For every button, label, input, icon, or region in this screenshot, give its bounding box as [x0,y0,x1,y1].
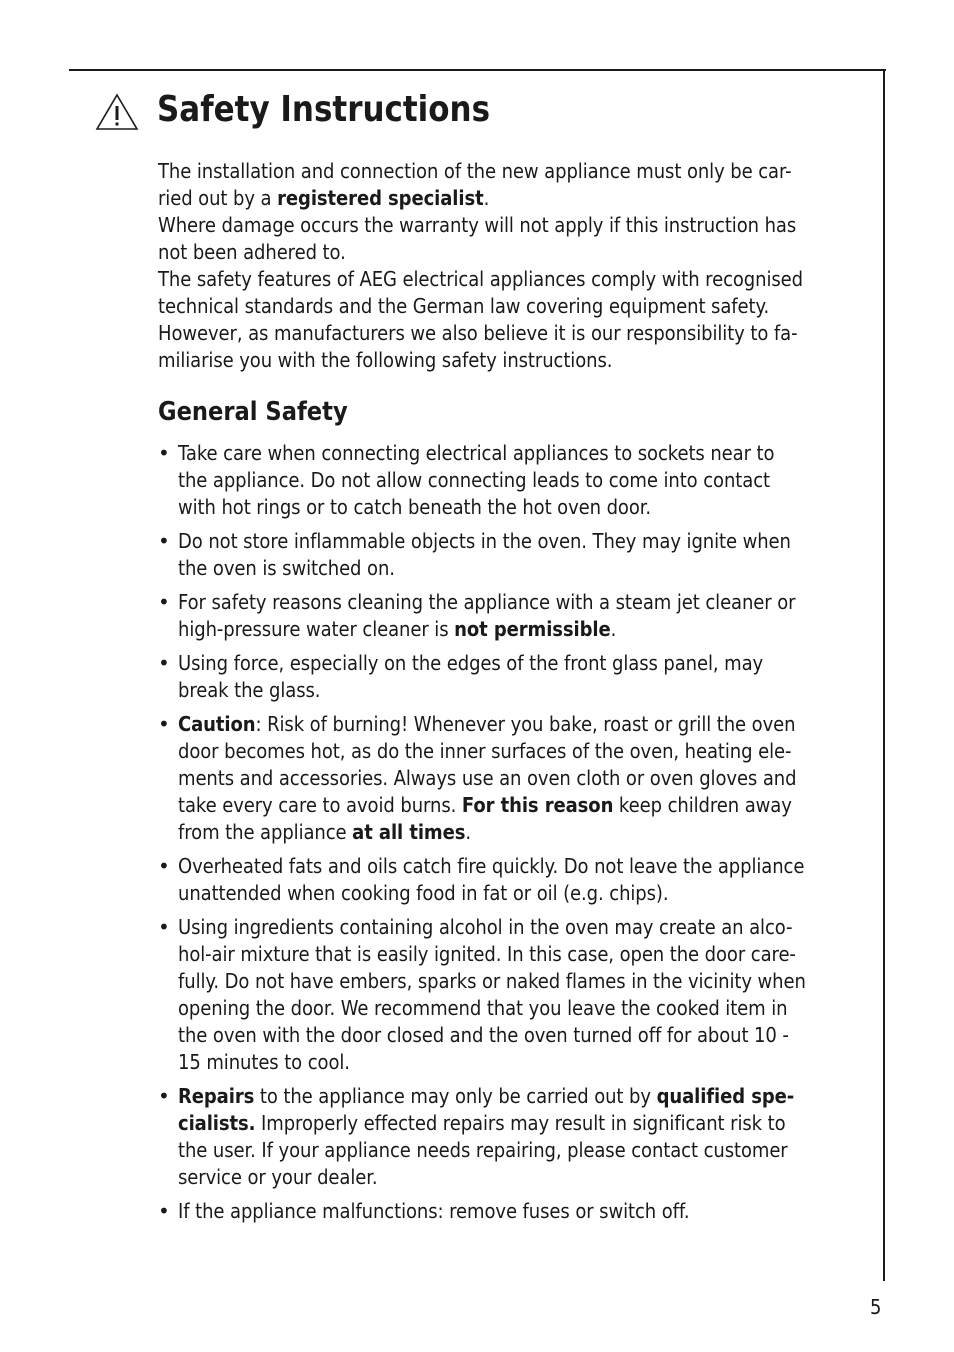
general-safety-heading: General Safety [158,397,348,427]
list-item-line: cialists. Improperly effected repairs may result in significant risk to [178,1111,786,1135]
list-item-line: take every care to avoid burns. For this reason keep children away [178,793,792,817]
list-item-text [178,1198,860,1225]
list-item-line: Caution: Risk of burning! Whenever you bake, roast or grill the oven [178,712,796,736]
list-item-line: For safety reasons cleaning the appliance with a steam jet cleaner or [178,590,796,614]
list-item-text [178,914,860,1076]
bullet-mark: • [158,1084,170,1108]
list-item-line: opening the door. We recommend that you leave the cooked item in [178,996,788,1020]
list-item [158,1198,860,1225]
list-item-line: the oven with the door closed and the oven turned off for about 10 - [178,1023,789,1047]
list-item-text [178,711,860,846]
bullet-mark: • [158,441,170,465]
list-item-text [178,650,860,704]
list-item-text [178,1083,860,1191]
list-item [158,914,860,1076]
list-item-text [178,853,860,907]
list-item-line: hol-air mixture that is easily ignited. In this case, open the door care- [178,942,796,966]
list-item-line: Repairs to the appliance may only be carried out by qualified spe- [178,1084,795,1108]
list-item [158,853,860,907]
list-item-text [178,589,860,643]
list-item-line: the oven is switched on. [178,556,395,580]
list-item-line: service or your dealer. [178,1165,378,1189]
list-item-line: Overheated fats and oils catch fire quickly. Do not leave the appliance [178,854,805,878]
list-item-line: If the appliance malfunctions: remove fuses or switch off. [178,1199,690,1223]
bullet-mark: • [158,529,170,553]
list-item [158,528,860,582]
list-item-line: high-pressure water cleaner is not permissible. [178,617,617,641]
list-item-line: Using ingredients containing alcohol in the oven may create an alco- [178,915,793,939]
warning-triangle-icon [95,92,139,132]
list-item-line: Do not store inflammable objects in the oven. They may ignite when [178,529,791,553]
list-item [158,711,860,846]
intro-line: technical standards and the German law covering equipment safety. [158,294,770,318]
list-item-line: unattended when cooking food in fat or oil (e.g. chips). [178,881,669,905]
list-item-line: fully. Do not have embers, sparks or naked flames in the vicinity when [178,969,806,993]
page-title: Safety Instructions [157,89,491,130]
list-item-line: ments and accessories. Always use an oven cloth or oven gloves and [178,766,797,790]
list-item [158,440,860,521]
list-item [158,1083,860,1191]
intro-line: ried out by a registered specialist. [158,186,490,210]
list-item-line: the user. If your appliance needs repairing, please contact customer [178,1138,788,1162]
page-number: 5 [870,1295,882,1319]
list-item-text [178,528,860,582]
intro-line: not been adhered to. [158,240,346,264]
top-rule [69,69,886,71]
general-safety-list [158,440,860,1232]
intro-line: The installation and connection of the new appliance must only be car- [158,159,792,183]
right-rule [883,69,885,1281]
list-item-line: Using force, especially on the edges of the front glass panel, may [178,651,764,675]
bullet-mark: • [158,1199,170,1223]
list-item-text [178,440,860,521]
list-item-line: door becomes hot, as do the inner surfaces of the oven, heating ele- [178,739,792,763]
bullet-mark: • [158,590,170,614]
bullet-mark: • [158,712,170,736]
bullet-mark: • [158,651,170,675]
list-item [158,589,860,643]
list-item-line: the appliance. Do not allow connecting leads to come into contact [178,468,770,492]
list-item-line: break the glass. [178,678,321,702]
list-item [158,650,860,704]
intro-line: miliarise you with the following safety instructions. [158,348,613,372]
bullet-mark: • [158,915,170,939]
intro-line: The safety features of AEG electrical appliances comply with recognised [158,267,803,291]
list-item-line: with hot rings or to catch beneath the hot oven door. [178,495,652,519]
intro-line: However, as manufacturers we also believe it is our responsibility to fa- [158,321,798,345]
list-item-line: from the appliance at all times. [178,820,471,844]
list-item-line: 15 minutes to cool. [178,1050,350,1074]
bullet-mark: • [158,854,170,878]
intro-line: Where damage occurs the warranty will not apply if this instruction has [158,213,797,237]
list-item-line: Take care when connecting electrical appliances to sockets near to [178,441,775,465]
intro-paragraph [158,158,860,374]
